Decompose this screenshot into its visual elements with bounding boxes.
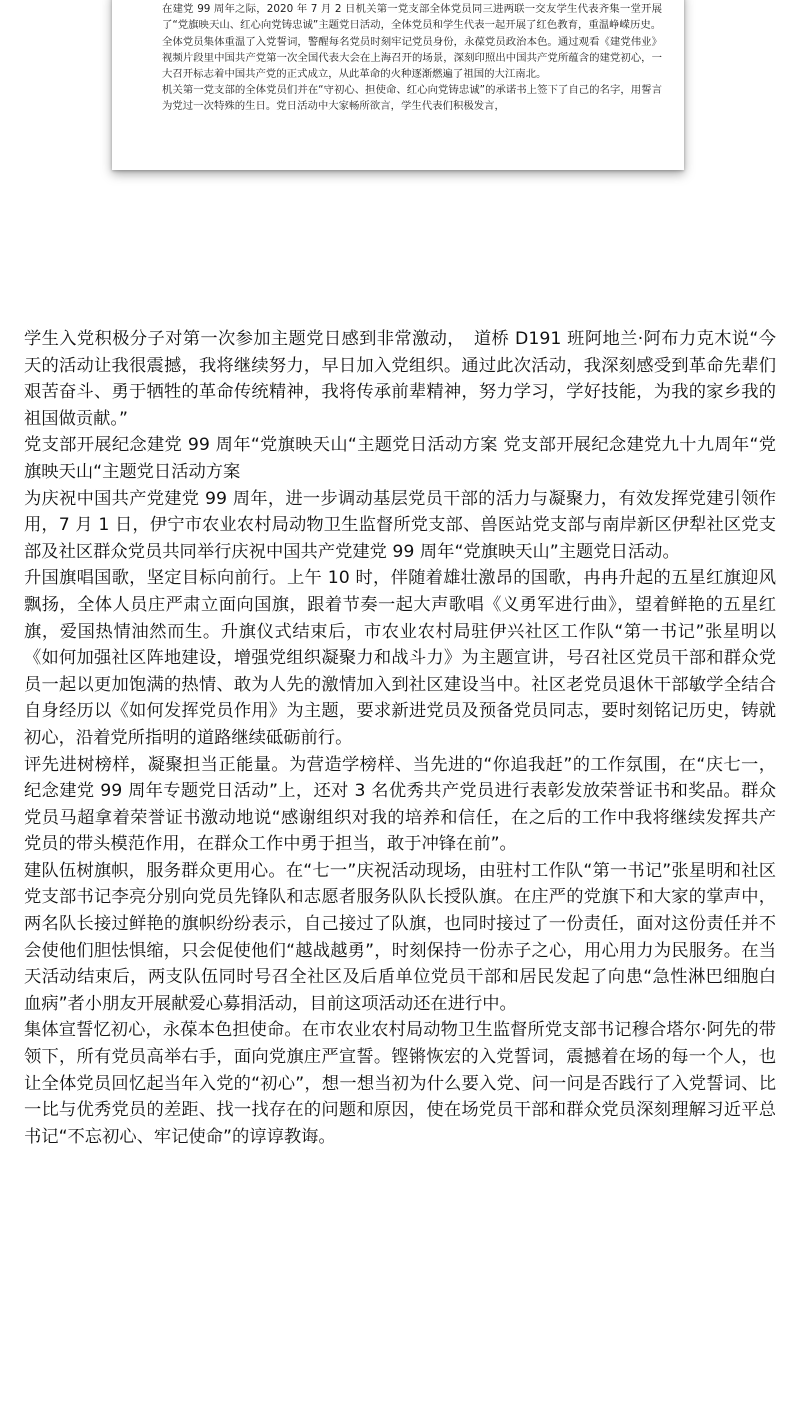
- preview-paragraph-1: 在建党 99 周年之际，2020 年 7 月 2 日机关第一党支部全体党员同三进两联一交友学生代表齐集一堂开展了“党旗映天山、红心向党铸忠诚”主题党日活动，全体党员和学生代表一起开展了红色教育，重温峥嵘历史。: [162, 3, 662, 32]
- preview-paragraph-3: 机关第一党支部的全体党员们并在“守初心、担使命、红心向党铸忠诚”的承诺书上签下了自己的名字，用誓言为党过一次特殊的生日。党日活动中大家畅所欲言，学生代表们积极发言，: [162, 84, 662, 113]
- body-paragraph-1: 学生入党积极分子对第一次参加主题党日感到非常激动， 道桥 D191 班阿地兰·阿布力克木说“今天的活动让我很震撼，我将继续努力，早日加入党组织。通过此次活动，我深刻感受到革命先辈们艰苦奋斗、勇于牺牲的革命传统精神，我将传承前辈精神，努力学习，学好技能，为我的家乡我的祖国做贡献。”: [24, 329, 776, 429]
- article-body: [24, 326, 776, 1150]
- body-paragraph-5: 评先进树榜样，凝聚担当正能量。为营造学榜样、当先进的“你追我赶”的工作氛围，在“庆七一，纪念建党 99 周年专题党日活动”上，还对 3 名优秀共产党员进行表彰发放荣誉证书和奖品。群众党员马超拿着荣誉证书激动地说“感谢组织对我的培养和信任，在之后的工作中我将继续发挥共产党员的带头模范作用，在群众工作中勇于担当，敢于冲锋在前”。: [24, 754, 776, 855]
- body-paragraph-7: 集体宣誓忆初心，永葆本色担使命。在市农业农村局动物卫生监督所党支部书记穆合塔尔·阿先的带领下，所有党员高举右手，面向党旗庄严宣誓。铿锵恢宏的入党誓词，震撼着在场的每一个人，也让全体党员回忆起当年入党的“初心”，想一想当初为什么要入党、问一问是否践行了入党誓词、比一比与优秀党员的差距、找一找存在的问题和原因，使在场党员干部和群众党员深刻理解习近平总书记“不忘初心、牢记使命”的谆谆教诲。: [24, 1020, 776, 1147]
- document-preview-card: [112, 0, 684, 170]
- body-paragraph-3: 为庆祝中国共产党建党 99 周年，进一步调动基层党员干部的活力与凝聚力，有效发挥党建引领作用，7 月 1 日，伊宁市农业农村局动物卫生监督所党支部、兽医站党支部与南岸新区伊犁社区党支部及社区群众党员共同举行庆祝中国共产党建党 99 周年“党旗映天山”主题党日活动。: [24, 488, 776, 562]
- preview-text: [162, 0, 662, 115]
- preview-paragraph-2: 全体党员集体重温了入党誓词，警醒每名党员时刻牢记党员身份，永葆党员政治本色。通过观看《建党伟业》视频片段里中国共产党第一次全国代表大会在上海召开的场景，深刻印照出中国共产党所蕴含的建党初心，一大召开标志着中国共产党的正式成立，从此革命的火种逐渐燃遍了祖国的大江南北。: [162, 35, 662, 81]
- body-paragraph-6: 建队伍树旗帜，服务群众更用心。在“七一”庆祝活动现场，由驻村工作队“第一书记”张星明和社区党支部书记李亮分别向党员先锋队和志愿者服务队队长授队旗。在庄严的党旗下和大家的掌声中，两名队长接过鲜艳的旗帜纷纷表示，自己接过了队旗，也同时接过了一份责任，面对这份责任并不会使他们胆怯惧缩，只会促使他们“越战越勇”，时刻保持一份赤子之心，用心用力为民服务。在当天活动结束后，两支队伍同时号召全社区及后盾单位党员干部和居民发起了向患“急性淋巴细胞白血病”者小朋友开展献爱心募捐活动，目前这项活动还在进行中。: [24, 860, 776, 1014]
- body-paragraph-2: 党支部开展纪念建党 99 周年“党旗映天山“主题党日活动方案 党支部开展纪念建党九十九周年“党旗映天山“主题党日活动方案: [24, 435, 776, 482]
- body-paragraph-4: 升国旗唱国歌，坚定目标向前行。上午 10 时，伴随着雄壮激昂的国歌，冉冉升起的五星红旗迎风飘扬，全体人员庄严肃立面向国旗，跟着节奏一起大声歌唱《义勇军进行曲》，望着鲜艳的五星红旗，爱国热情油然而生。升旗仪式结束后，市农业农村局驻伊兴社区工作队“第一书记”张星明以《如何加强社区阵地建设，增强党组织凝聚力和战斗力》为主题宣讲，号召社区党员干部和群众党员一起以更加饱满的热情、敢为人先的激情加入到社区建设当中。社区老党员退休干部敏学全结合自身经历以《如何发挥党员作用》为主题，要求新进党员及预备党员同志，要时刻铭记历史，铸就初心，沿着党所指明的道路继续砥砺前行。: [24, 568, 776, 748]
